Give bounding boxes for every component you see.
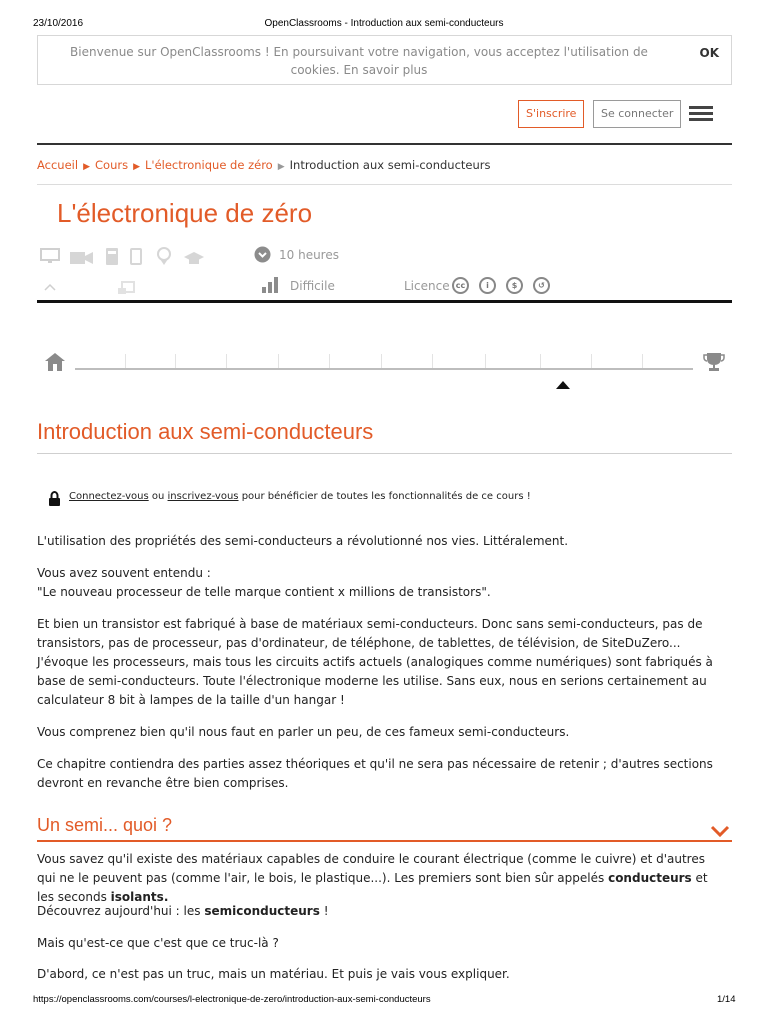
section-bold-text: isolants xyxy=(110,890,164,904)
current-chapter-marker-icon xyxy=(556,374,570,393)
chapter-paragraph-line: Vous avez souvent entendu : xyxy=(37,566,211,580)
breadcrumb-arrow-icon: ▶ xyxy=(277,162,285,172)
breadcrumb-home[interactable]: Accueil xyxy=(37,158,79,172)
connect-link[interactable]: Connectez-vous xyxy=(69,491,149,502)
section-text: ! xyxy=(323,904,329,918)
breadcrumb-arrow-icon: ▶ xyxy=(133,162,140,172)
signup-button[interactable]: S'inscrire xyxy=(518,100,584,128)
chapter-paragraph: Vous comprenez bien qu'il nous faut en parler un peu, de ces fameux semi-conducteurs. xyxy=(37,725,570,739)
print-page-number: 1/14 xyxy=(717,994,736,1005)
home-icon[interactable] xyxy=(44,352,66,376)
course-header-divider xyxy=(37,300,732,303)
course-duration: 10 heures xyxy=(279,248,339,262)
print-page-title: OpenClassrooms - Introduction aux semi-conducteurs xyxy=(264,18,504,29)
chapter-paragraph xyxy=(37,564,727,602)
section-paragraph xyxy=(37,902,727,921)
breadcrumb-courses[interactable]: Cours xyxy=(95,158,129,172)
cookie-text: Bienvenue sur OpenClassrooms ! En poursuivant votre navigation, vous acceptez l'utilisation de cookies. En savoir plus xyxy=(70,45,648,77)
chapter-paragraph: Ce chapitre contiendra des parties assez théoriques et qu'il ne sera pas nécessaire de retenir ; d'autres sections devront en revanche être bien comprises. xyxy=(37,757,713,790)
chapter-title-divider xyxy=(37,453,732,454)
chevron-down-icon[interactable] xyxy=(710,822,730,841)
course-title: L'électronique de zéro xyxy=(57,198,313,228)
noncommercial-icon: $ xyxy=(506,277,523,294)
progress-track xyxy=(75,368,693,370)
section-paragraph xyxy=(37,850,727,907)
section-text: et les seconds xyxy=(37,871,708,904)
connect-rest: pour bénéficier de toutes les fonctionnalités de ce cours ! xyxy=(241,491,531,502)
breadcrumb-current: Introduction aux semi-conducteurs xyxy=(289,158,491,172)
chapter-paragraph: Et bien un transistor est fabriqué à base de matériaux semi-conducteurs. Donc sans semi-conducteurs, pas de transistors, pas de processeur, pas d'ordinateur, de téléphone, de tablettes, de télévision, de SiteDuZero... J'évoque les processeurs, mais tous les circuits actifs actuels (analogiques comme numériques) sont fabriqués à base de semi-conducteurs. Toute l'électronique moderne les utilise. Sans eux, nous en serions certainement au calculateur 8 bit à lampes de la taille d'un hangar ! xyxy=(37,617,713,707)
section-bold-text: conducteurs xyxy=(608,871,692,885)
header-divider xyxy=(37,143,732,145)
bookmark-icon xyxy=(118,280,136,299)
attribution-icon: i xyxy=(479,277,496,294)
breadcrumb-divider xyxy=(37,184,732,185)
chapter-paragraph-line: "Le nouveau processeur de telle marque contient x millions de transistors". xyxy=(37,585,491,599)
connect-or: ou xyxy=(151,491,165,502)
section-text: . xyxy=(163,890,169,904)
chapter-title: Introduction aux semi-conducteurs xyxy=(37,419,374,444)
cookie-banner xyxy=(37,35,732,85)
menu-icon[interactable] xyxy=(689,106,713,122)
section-divider xyxy=(37,840,732,842)
login-button[interactable]: Se connecter xyxy=(593,100,681,128)
lock-icon xyxy=(48,491,61,510)
section-bold-text: semiconducteurs xyxy=(204,904,320,918)
print-url: https://openclassrooms.com/courses/l-electronique-de-zero/introduction-aux-semi-conducteurs xyxy=(33,994,431,1005)
video-icon xyxy=(70,250,94,269)
breadcrumb-course[interactable]: L'électronique de zéro xyxy=(145,158,273,172)
ebook-icon xyxy=(106,248,118,269)
certificate-icon xyxy=(156,247,172,270)
clock-icon xyxy=(254,246,271,267)
chevron-up-icon xyxy=(44,276,56,295)
cookie-ok-button[interactable]: OK xyxy=(699,46,719,60)
graduation-icon xyxy=(183,250,205,269)
breadcrumb-arrow-icon: ▶ xyxy=(83,162,90,172)
trophy-icon[interactable] xyxy=(703,352,725,376)
register-link[interactable]: inscrivez-vous xyxy=(167,491,239,502)
course-difficulty: Difficile xyxy=(290,279,335,293)
print-date: 23/10/2016 xyxy=(33,18,84,29)
monitor-icon xyxy=(40,248,60,264)
connect-notice xyxy=(69,491,531,502)
chapter-paragraph: L'utilisation des propriétés des semi-conducteurs a révolutionné nos vies. Littéralement. xyxy=(37,534,569,548)
difficulty-icon xyxy=(262,277,280,297)
sharealike-icon: ↺ xyxy=(533,277,550,294)
licence-label: Licence xyxy=(404,279,450,293)
section-paragraph: Mais qu'est-ce que c'est que ce truc-là ? xyxy=(37,936,279,950)
breadcrumb xyxy=(37,158,491,172)
section-paragraph: D'abord, ce n'est pas un truc, mais un matériau. Et puis je vais vous expliquer. xyxy=(37,967,510,981)
cc-icon: cc xyxy=(452,277,469,294)
section-text: Découvrez aujourd'hui : les xyxy=(37,904,201,918)
section-title[interactable]: Un semi... quoi ? xyxy=(37,815,173,835)
section-text: Vous savez qu'il existe des matériaux capables de conduire le courant électrique (comme le cuivre) et d'autres qui ne le peuvent pas (comme l'air, le bois, le plastique...). Les premiers sont bien sûr appelés xyxy=(37,852,705,885)
mobile-icon xyxy=(130,248,142,269)
